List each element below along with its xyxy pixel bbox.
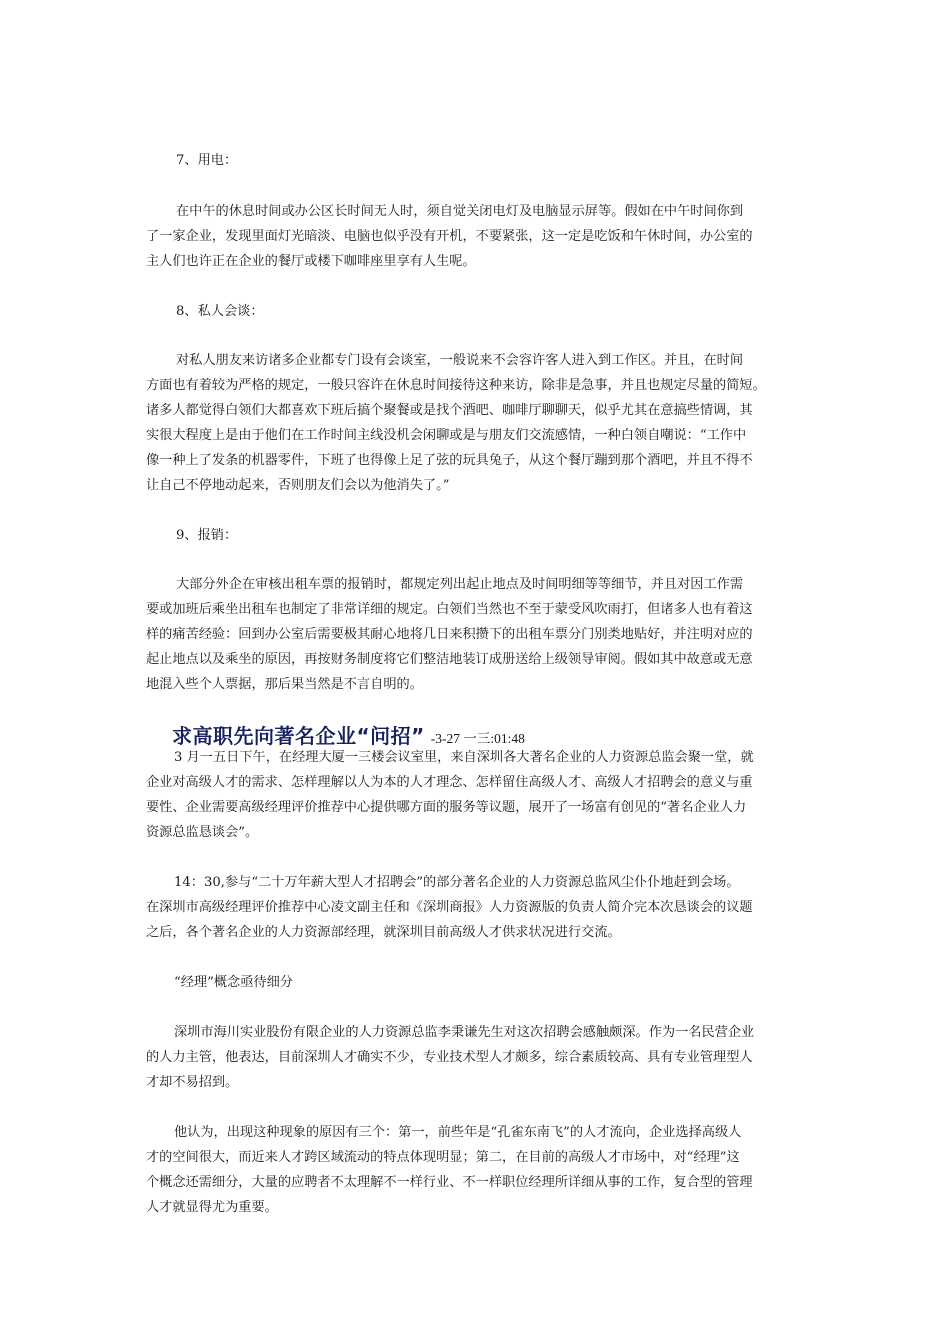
paragraph-line: 深圳市海川实业股份有限企业的人力资源总监李秉谦先生对这次招聘会感触颇深。作为一名民营企业 <box>174 1025 755 1040</box>
article-header <box>172 720 525 749</box>
paragraph-line: 诸多人都觉得白领们大都喜欢下班后搞个聚餐或是找个酒吧、咖啡厅聊聊天，似乎尤其在意搞些情调，其 <box>146 403 753 418</box>
paragraph-line: 要性、企业需要高级经理评价推荐中心提供哪方面的服务等议题，展开了一场富有创见的“著名企业人力 <box>146 800 747 815</box>
paragraph-line: 实很大程度上是由于他们在工作时间主线没机会闲聊或是与朋友们交流感情，一种白领自嘲说：“工作中 <box>146 428 747 443</box>
paragraph-line: 才却不易招到。 <box>146 1075 239 1090</box>
article-date: -3-27 一三:01:48 <box>430 731 525 746</box>
paragraph-line: 地混入些个人票据，那后果当然是不言自明的。 <box>146 677 423 692</box>
paragraph-line: 企业对高级人才的需求、怎样理解以人为本的人才理念、怎样留住高级人才、高级人才招聘会的意义与重 <box>146 775 753 790</box>
paragraph-line: 才的空间很大，而近来人才跨区域流动的特点体现明显；第二，在目前的高级人才市场中，对“经理”这 <box>146 1150 740 1165</box>
paragraph-line: 方面也有着较为严格的规定，一般只容许在休息时间接待这种来访，除非是急事，并且也规定尽量的简短。 <box>146 378 766 393</box>
paragraph-line: 之后，各个著名企业的人力资源部经理，就深圳目前高级人才供求状况进行交流。 <box>146 925 621 940</box>
paragraph-line: 的人力主管，他表达，目前深圳人才确实不少，专业技术型人才颇多，综合素质较高、具有专业管理型人 <box>146 1050 753 1065</box>
paragraph-line: 资源总监恳谈会”。 <box>146 825 259 840</box>
paragraph-line: 主人们也许正在企业的餐厅或楼下咖啡座里享有人生呢。 <box>146 254 476 269</box>
section-7-heading: 7、用电： <box>176 153 238 168</box>
paragraph-line: 要或加班后乘坐出租车也制定了非常详细的规定。白领们当然也不至于蒙受风吹雨打，但诸多人也有着这 <box>146 602 753 617</box>
article-title: 求高职先向著名企业“问招” <box>172 724 425 748</box>
paragraph-line: 像一种上了发条的机器零件，下班了也得像上足了弦的玩具兔子，从这个餐厅蹦到那个酒吧，并且不得不 <box>146 453 753 468</box>
paragraph-line: 在中午的休息时间或办公区长时间无人时，须自觉关闭电灯及电脑显示屏等。假如在中午时间你到 <box>176 204 744 219</box>
paragraph-line: 他认为，出现这种现象的原因有三个：第一，前些年是“孔雀东南飞”的人才流向，企业选择高级人 <box>174 1125 742 1140</box>
paragraph-line: 14：30,参与“二十万年薪大型人才招聘会”的部分著名企业的人力资源总监风尘仆仆地赶到会场。 <box>174 875 740 890</box>
paragraph-line: 大部分外企在审核出租车票的报销时，都规定列出起止地点及时间明细等等细节，并且对因工作需 <box>176 577 744 592</box>
article-subheading: “经理”概念亟待细分 <box>174 975 293 990</box>
paragraph-line: 了一家企业，发现里面灯光暗淡、电脑也似乎没有开机，不要紧张，这一定是吃饭和午休时间，办公室的 <box>146 229 753 244</box>
paragraph-line: 人才就显得尤为重要。 <box>146 1200 278 1215</box>
paragraph-line: 个概念还需细分，大量的应聘者不太理解不一样行业、不一样职位经理所详细从事的工作，复合型的管理 <box>146 1175 753 1190</box>
paragraph-line: 对私人朋友来访诸多企业都专门设有会谈室，一般说来不会容许客人进入到工作区。并且，在时间 <box>176 353 744 368</box>
section-9-heading: 9、报销： <box>176 528 238 543</box>
paragraph-line: 让自己不停地动起来，否则朋友们会以为他消失了。” <box>146 478 450 493</box>
section-8-heading: 8、私人会谈： <box>176 304 264 319</box>
paragraph-line: 样的痛苦经验：回到办公室后需要极其耐心地将几日来积攒下的出租车票分门别类地贴好，并注明对应的 <box>146 627 753 642</box>
paragraph-line: 起止地点以及乘坐的原因，再按财务制度将它们整洁地装订成册送给上级领导审阅。假如其中故意或无意 <box>146 652 753 667</box>
paragraph-line: 3 月一五日下午，在经理大厦一三楼会议室里，来自深圳各大著名企业的人力资源总监会聚一堂，就 <box>174 750 754 765</box>
paragraph-line: 在深圳市高级经理评价推荐中心凌文副主任和《深圳商报》人力资源版的负责人简介完本次恳谈会的议题 <box>146 900 753 915</box>
